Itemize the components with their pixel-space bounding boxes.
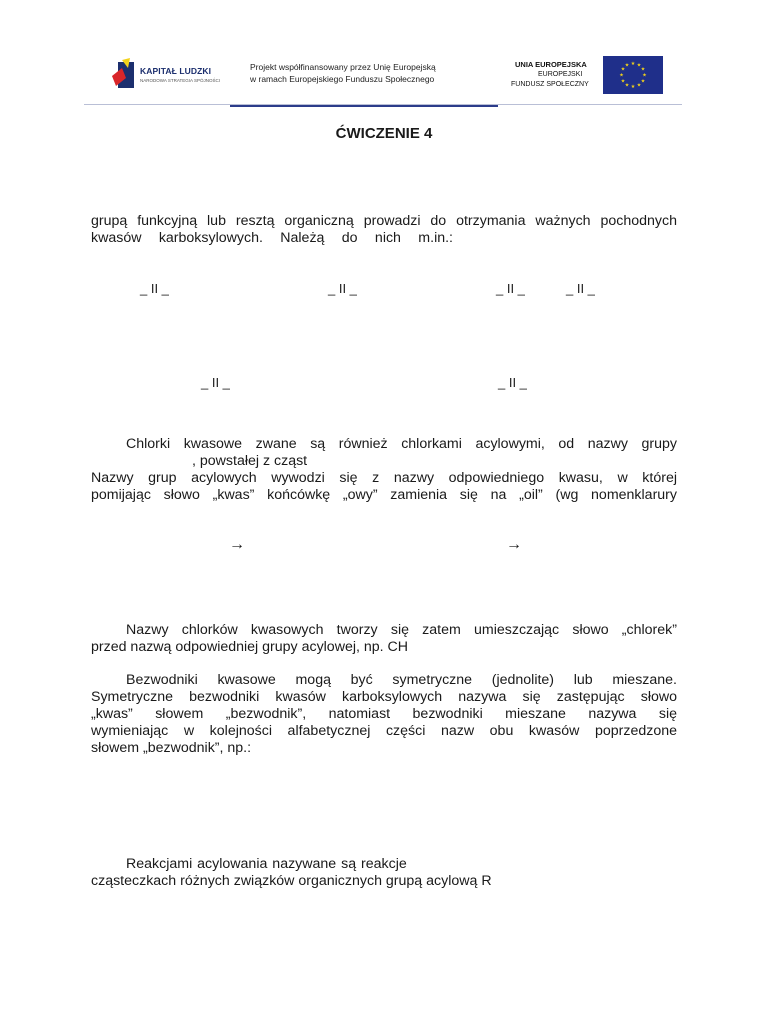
svg-text:★: ★ (624, 62, 630, 69)
bond-fragment: _ II _ (140, 281, 169, 296)
acylation-line-2: cząsteczkach różnych związków organicznych grupą acylową R (91, 873, 492, 889)
svg-text:★: ★ (636, 82, 642, 89)
reaction-arrow: → (229, 536, 245, 553)
project-text-line1: Projekt współfinansowany przez Unię Europejską (250, 62, 436, 72)
eu-text-line1: UNIA EUROPEJSKA (515, 60, 587, 69)
kapital-ludzki-title: KAPITAŁ LUDZKI (140, 66, 212, 76)
svg-text:★: ★ (636, 62, 642, 69)
page-title: ĆWICZENIE 4 (335, 125, 433, 142)
project-text-line2: w ramach Europejskiego Funduszu Społecznego (250, 74, 435, 84)
bond-fragment: _ II _ (496, 281, 525, 296)
intro-line-2: kwasów karboksylowych. Należą do nich m.in.: (91, 230, 453, 246)
svg-text:★: ★ (630, 84, 636, 90)
eu-text-line2: EUROPEJSKI (538, 71, 583, 78)
header-divider-accent (230, 105, 498, 107)
svg-text:★: ★ (619, 72, 624, 79)
chloride-names-line-2: przed nazwą odpowiedniej grupy acylowej, np. CH (91, 639, 409, 655)
intro-line-1: grupą funkcyjną lub resztą organiczną prowadzi do otrzymania ważnych pochodnych (91, 213, 677, 229)
chlorides-line-2: , powstałej z cząst (192, 453, 308, 469)
acylation-line-1: Reakcjami acylowania nazywane są reakcje (126, 856, 407, 872)
bond-fragment: _ II _ (498, 375, 527, 390)
eu-flag-icon (603, 56, 663, 94)
anhydrides-line-1: Bezwodniki kwasowe mogą być symetryczne (jednolite) lub mieszane. (126, 672, 677, 688)
chlorides-line-1: Chlorki kwasowe zwane są również chlorkami acylowymi, od nazwy grupy (126, 436, 677, 452)
svg-text:★: ★ (620, 66, 626, 73)
kapital-ludzki-logo (108, 56, 221, 96)
svg-text:★: ★ (640, 78, 646, 85)
svg-text:★: ★ (630, 61, 636, 67)
bond-fragment: _ II _ (328, 281, 357, 296)
naming-line-1: Nazwy grup acylowych wywodzi się z nazwy odpowiedniego kwasu, w której (91, 470, 677, 486)
chloride-names-line-1: Nazwy chlorków kwasowych tworzy się zatem umieszczając słowo „chlorek” (126, 622, 677, 638)
anhydrides-line-2: Symetryczne bezwodniki kwasów karboksylowych nazywa się zastępując słowo (91, 689, 677, 705)
anhydrides-line-5: słowem „bezwodnik”, np.: (91, 740, 252, 756)
anhydrides-line-3: „kwas” słowem „bezwodnik”, natomiast bezwodniki mieszane nazywa się (91, 706, 677, 722)
svg-text:★: ★ (642, 72, 647, 79)
reaction-arrow: → (506, 536, 522, 553)
kapital-ludzki-subtitle: NARODOWA STRATEGIA SPÓJNOŚCI (140, 78, 221, 83)
svg-text:★: ★ (640, 66, 646, 73)
bond-fragment: _ II _ (201, 375, 230, 390)
anhydrides-line-4: wymieniając w kolejności alfabetycznej części nazw obu kwasów poprzedzone (91, 723, 677, 739)
svg-text:★: ★ (620, 78, 626, 85)
svg-text:★: ★ (624, 82, 630, 89)
bond-fragment: _ II _ (566, 281, 595, 296)
naming-line-2: pomijając słowo „kwas” końcówkę „owy” zamienia się na „oil” (wg nomenklarury (91, 487, 677, 503)
eu-text-line3: FUNDUSZ SPOŁECZNY (511, 81, 589, 88)
